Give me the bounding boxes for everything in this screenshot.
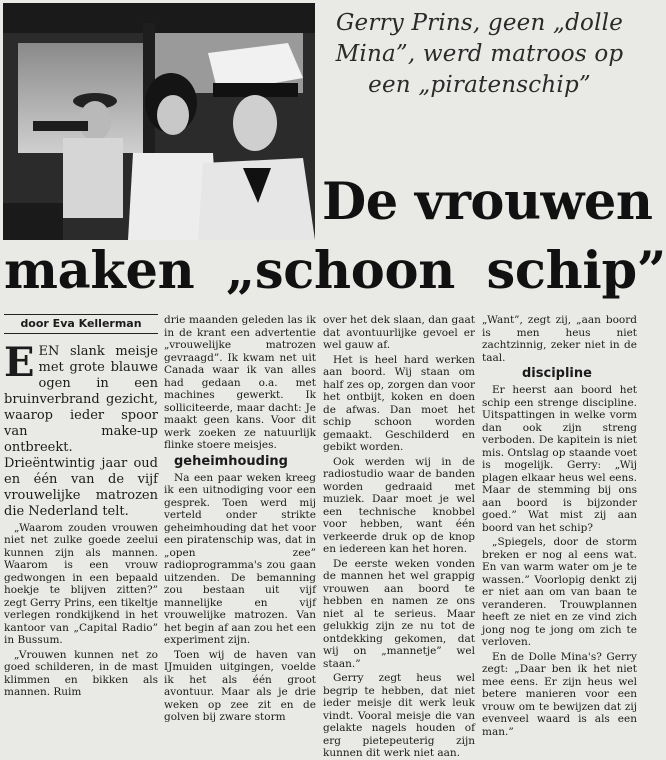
article-column-3 (323, 314, 475, 759)
article-column-2 (164, 314, 316, 723)
article-column-1 (4, 314, 158, 698)
photo-illustration (3, 3, 315, 240)
byline-box (4, 314, 158, 334)
subheading: discipline (522, 366, 592, 381)
article-photo (3, 3, 315, 240)
paragraph: over het dek slaan, dan gaat dat avontuurlijke gevoel er wel gauw af. (323, 314, 475, 351)
drop-cap: E (4, 338, 35, 386)
paragraph: „Waarom zouden vrouwen niet net zulke goede zeelui kunnen zijn als mannen. Waarom is een vrouw gedwongen in een bepaald hoekje te blijven zitten?” zegt Gerry Prins, een tikeltje verlegen rondkijkend in het kantoor van „Capital Radio” in Bussum. (4, 521, 158, 646)
paragraph: „Spiegels, door de storm breken er nog al eens wat. En van warm water om je te wassen.” Voorlopig denkt zij er niet aan om van baan te veranderen. Trouwplannen heeft ze niet en ze vind zich jong nog te jong om zich te verloven. (482, 536, 637, 648)
paragraph: „Vrouwen kunnen net zo goed schilderen, in de mast klimmen en bikken als mannen. Ruim (4, 648, 158, 698)
paragraph: „Want”, zegt zij, „aan boord is men heus niet zachtzinnig, zeker niet in de taal. (482, 314, 637, 364)
article-column-4 (482, 314, 637, 738)
paragraph: Gerry zegt heus wel begrip te hebben, dat niet ieder meisje dit werk leuk vindt. Vooral meisje die van gelakte nagels houden of erg pietepeuterig zijn kunnen dit werk niet aan. (323, 672, 475, 759)
lead-paragraph (4, 338, 158, 520)
paragraph: Het is heel hard werken aan boord. Wij staan om half zes op, zorgen dan voor het ontbijt, koken en doen de afwas. Dan moet het schip schoon worden gemaakt. Geschilderd en gebikt worden. (323, 353, 475, 453)
paragraph: Toen wij de haven van IJmuiden uitgingen, voelde ik het als één groot avontuur. Maar als je drie weken op zee zit en de golven bij zware storm (164, 648, 316, 723)
subheading: geheimhouding (174, 453, 288, 469)
paragraph: Ook werden wij in de radiostudio waar de banden worden gedraaid met muziek. Daar moet je wel een technische knobbel voor hebben, want één verkeerde druk op de knop en iedereen kan het horen. (323, 455, 475, 555)
headline-line-1: De vrouwen (322, 172, 653, 232)
headline-line-2: maken „schoon schip” (4, 241, 666, 301)
paragraph: drie maanden geleden las ik in de krant een advertentie „vrouwelijke matrozen gevraagd”. Ik kwam net uit Canada waar ik van alles had gedaan o.a. met machines gewerkt. Ik solliciteerde, maar dacht: Je maakt geen kans. Voor dit werk zoeken ze natuurlijk flinke stoere meisjes. (164, 314, 316, 451)
byline: door Eva Kellerman (20, 317, 142, 330)
headline-deck: Gerry Prins, geen „dolle Mina”, werd matroos op een „piratenschip” (335, 10, 624, 98)
paragraph: Na een paar weken kreeg ik een uitnodiging voor een gesprek. Toen werd mij verteld onder strikte geheimhouding dat het voor een piratenschip was, dat in „open zee” radioprogramma's zou gaan uitzenden. De bemanning zou bestaan uit vijf mannelijke en vijf vrouwelijke matrozen. Van het begin af aan zou het een experiment zijn. (164, 471, 316, 646)
lead-text: EN slank meisje met grote blauwe ogen in een bruinverbrand gezicht, waarop ieder spoor van make-up ontbreekt. Drieëntwintig jaar oud en één van de vijf vrouwelijke matrozen die Nederland telt. (4, 343, 158, 519)
paragraph: En de Dolle Mina's? Gerry zegt: „Daar ben ik het niet mee eens. Er zijn heus wel betere manieren voor een vrouw om te bewijzen dat zij evenveel waard is als een man.” (482, 650, 637, 738)
paragraph: Er heerst aan boord het schip een strenge discipline. Uitspattingen in welke vorm dan ook zijn streng verboden. De kapitein is niet mis. Ontslag op staande voet is mogelijk. Gerry: „Wij plagen elkaar heus wel eens. Maar de stemming bij ons aan boord is bijzonder goed.” Wat mist zij aan boord van het schip? (482, 384, 637, 534)
paragraph: De eerste weken vonden de mannen het wel grappig vrouwen aan boord te hebben en namen ze ons niet al te serieus. Maar gelukkig zijn ze nu tot de ontdekking gekomen, dat wij on „mannetje” wel staan.” (323, 557, 475, 670)
